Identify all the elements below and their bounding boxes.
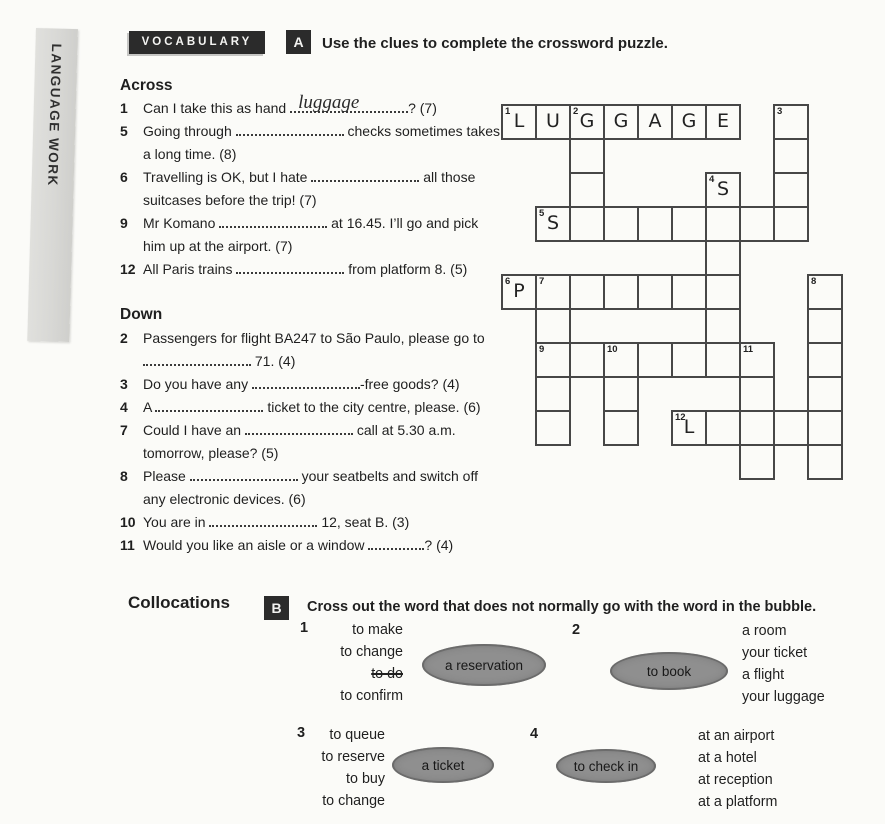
crossword-cell[interactable] xyxy=(637,342,673,378)
down-clue-list xyxy=(120,327,500,557)
exercise-b-instruction: Cross out the word that does not normally go with the word in the bubble. xyxy=(307,599,817,615)
clue-text: Do you have any -free goods? (4) xyxy=(143,376,460,392)
crossword-cell[interactable] xyxy=(807,308,843,344)
collocation-word[interactable]: to change xyxy=(322,793,385,809)
crossword-cell[interactable] xyxy=(535,410,571,446)
cell-number: 10 xyxy=(607,344,618,355)
crossword-cell[interactable] xyxy=(671,274,707,310)
crossword-cell[interactable] xyxy=(705,206,741,242)
clue-number: 3 xyxy=(120,376,128,392)
down-heading: Down xyxy=(120,306,163,323)
bubble-label: to check in xyxy=(573,758,639,774)
group-1-word-list xyxy=(270,619,403,707)
cell-number: 4 xyxy=(709,174,715,185)
crossword-cell[interactable] xyxy=(637,274,673,310)
clue-8 xyxy=(120,465,500,511)
clue-9 xyxy=(120,212,500,258)
exercise-b-badge: B xyxy=(264,596,289,620)
crossword-cell[interactable] xyxy=(501,274,537,310)
answer-blank[interactable] xyxy=(219,215,327,228)
clue-10 xyxy=(120,511,500,534)
crossword-cell[interactable] xyxy=(535,376,571,412)
crossword-cell[interactable] xyxy=(603,376,639,412)
clue-text: Would you like an aisle or a window ? (4) xyxy=(143,537,454,553)
clue-12 xyxy=(120,258,500,281)
crossword-cell[interactable] xyxy=(807,274,843,310)
bubble-a-ticket xyxy=(392,747,494,783)
group-4-word-list xyxy=(698,725,828,813)
crossword-cell[interactable] xyxy=(773,410,809,446)
cell-number: 1 xyxy=(505,106,511,117)
cell-letter: L xyxy=(513,110,525,132)
clue-text: Passengers for flight BA247 to São Paulo, please go to 71. (4) xyxy=(143,330,485,369)
answer-blank[interactable] xyxy=(252,376,360,389)
crossword-cell[interactable] xyxy=(705,342,741,378)
across-clue-list xyxy=(120,92,501,281)
clue-number: 1 xyxy=(120,100,128,116)
clue-number: 10 xyxy=(120,514,136,530)
answer-blank[interactable] xyxy=(236,261,344,274)
cell-letter: S xyxy=(716,178,730,200)
collocations-heading: Collocations xyxy=(128,593,231,612)
crossword-cell[interactable] xyxy=(773,172,809,208)
crossword-cell[interactable] xyxy=(501,104,537,140)
collocation-word[interactable]: to confirm xyxy=(340,688,403,704)
cell-letter: U xyxy=(546,110,560,132)
crossword-cell[interactable] xyxy=(705,172,741,208)
clue-text: Going through checks sometimes takes a long time. (8) xyxy=(143,123,501,162)
answer-blank[interactable] xyxy=(143,353,251,366)
crossword-cell[interactable] xyxy=(569,104,605,140)
answer-blank[interactable] xyxy=(190,468,298,481)
bubble-label: a ticket xyxy=(421,757,465,773)
clue-number: 5 xyxy=(120,123,128,139)
answer-blank[interactable] xyxy=(290,92,408,113)
clue-6 xyxy=(120,166,500,212)
crossword-cell[interactable] xyxy=(569,342,605,378)
crossword-cell[interactable] xyxy=(535,104,571,140)
cell-number: 5 xyxy=(539,208,545,219)
group-3-number: 3 xyxy=(297,725,306,741)
cell-letter: G xyxy=(613,110,629,132)
collocation-word[interactable]: to make xyxy=(352,622,403,638)
answer-blank[interactable] xyxy=(155,399,263,412)
crossword-cell[interactable] xyxy=(773,138,809,174)
cell-letter: P xyxy=(513,280,525,302)
group-1-number: 1 xyxy=(300,620,309,636)
crossword-cell[interactable] xyxy=(705,240,741,276)
cell-number: 3 xyxy=(777,106,783,117)
crossword-cell[interactable] xyxy=(773,206,809,242)
crossword-cell[interactable] xyxy=(807,410,843,446)
vocabulary-badge: VOCABULARY xyxy=(129,31,265,54)
crossword-cell[interactable] xyxy=(705,410,741,446)
cell-letter: S xyxy=(546,212,560,234)
clue-number: 6 xyxy=(120,169,128,185)
crossword-grid xyxy=(501,104,843,480)
collocation-word[interactable]: a flight xyxy=(742,667,785,683)
crossword-cell[interactable] xyxy=(535,206,571,242)
sidebar-label: LANGUAGE WORK xyxy=(45,43,65,187)
crossword-cell[interactable] xyxy=(705,308,741,344)
crossword-cell[interactable] xyxy=(807,376,843,412)
crossword-cell[interactable] xyxy=(535,274,571,310)
group-2-word-list xyxy=(742,620,872,708)
answer-blank[interactable] xyxy=(245,422,353,435)
clue-7 xyxy=(120,419,500,465)
cell-letter: E xyxy=(716,110,729,132)
cell-number: 2 xyxy=(573,106,579,117)
answer-blank[interactable] xyxy=(236,123,344,136)
clue-text: All Paris trains from platform 8. (5) xyxy=(143,261,468,277)
crossword-cell[interactable] xyxy=(569,172,605,208)
crossword-cell[interactable] xyxy=(739,342,775,378)
crossword-cell[interactable] xyxy=(671,342,707,378)
bubble-label: to book xyxy=(646,663,692,679)
language-work-tab xyxy=(27,28,78,342)
cell-number: 6 xyxy=(505,276,511,287)
cell-letter: L xyxy=(683,416,695,438)
collocation-word[interactable]: your luggage xyxy=(742,689,825,705)
clue-number: 2 xyxy=(120,330,128,346)
exercise-a-instruction: Use the clues to complete the crossword puzzle. xyxy=(322,35,668,52)
clue-3 xyxy=(120,373,500,396)
cell-number: 12 xyxy=(675,412,686,423)
crossword-cell[interactable] xyxy=(807,342,843,378)
clue-text: Mr Komano at 16.45. I’ll go and pick him up at the airport. (7) xyxy=(143,215,479,254)
crossword-cell[interactable] xyxy=(535,342,571,378)
crossword-cell[interactable] xyxy=(705,104,741,140)
crossword-cell[interactable] xyxy=(603,274,639,310)
clue-number: 4 xyxy=(120,399,128,415)
collocation-word[interactable]: your ticket xyxy=(742,645,808,661)
crossed-out-word[interactable]: to do xyxy=(371,666,403,682)
clue-number: 8 xyxy=(120,468,128,484)
collocation-word[interactable]: to buy xyxy=(346,771,385,787)
crossword-cell[interactable] xyxy=(569,206,605,242)
bubble-to-book xyxy=(610,652,728,690)
crossword-cell[interactable] xyxy=(739,206,775,242)
crossword-cell[interactable] xyxy=(637,104,673,140)
answer-blank[interactable] xyxy=(311,169,419,182)
crossword-cell[interactable] xyxy=(739,376,775,412)
crossword-cell[interactable] xyxy=(603,410,639,446)
cell-number: 11 xyxy=(743,344,754,355)
collocation-word[interactable]: at a hotel xyxy=(698,750,757,766)
cell-number: 8 xyxy=(811,276,817,287)
clue-text: Travelling is OK, but I hate all those suitcases before the trip! (7) xyxy=(143,169,476,208)
clue-number: 9 xyxy=(120,215,128,231)
answer-blank[interactable] xyxy=(368,537,424,550)
clue-number: 7 xyxy=(120,422,128,438)
crossword-cell[interactable] xyxy=(807,444,843,480)
cell-number: 7 xyxy=(539,276,545,287)
clue-5 xyxy=(120,120,500,166)
cell-letter: G xyxy=(579,110,595,132)
clue-2 xyxy=(120,327,500,373)
crossword-cell[interactable] xyxy=(535,308,571,344)
collocation-word[interactable]: at a platform xyxy=(698,794,778,810)
group-4-number: 4 xyxy=(530,726,539,742)
crossword-cell[interactable] xyxy=(637,206,673,242)
collocation-word[interactable]: to queue xyxy=(329,727,385,743)
clue-number: 11 xyxy=(120,537,135,553)
collocation-word[interactable]: at reception xyxy=(698,772,773,788)
clue-text: Please your seatbelts and switch off any electronic devices. (6) xyxy=(143,468,478,507)
clue-1 xyxy=(120,92,500,120)
answer-blank[interactable] xyxy=(209,514,317,527)
crossword-cell[interactable] xyxy=(569,138,605,174)
group-2-number: 2 xyxy=(572,622,581,638)
collocation-word[interactable]: a room xyxy=(742,623,787,639)
clue-number: 12 xyxy=(120,261,136,277)
clue-text: A ticket to the city centre, please. (6) xyxy=(143,399,481,415)
clue-11 xyxy=(120,534,500,557)
group-3-word-list xyxy=(260,724,385,812)
crossword-cell[interactable] xyxy=(773,104,809,140)
clue-4 xyxy=(120,396,500,419)
clue-text: Could I have an call at 5.30 a.m. tomorrow, please? (5) xyxy=(143,422,456,461)
collocation-word[interactable]: to reserve xyxy=(321,749,385,765)
collocation-word[interactable]: to change xyxy=(340,644,403,660)
crossword-cell[interactable] xyxy=(603,342,639,378)
crossword-cell[interactable] xyxy=(739,444,775,480)
clue-text: You are in 12, seat B. (3) xyxy=(143,514,410,530)
cell-letter: G xyxy=(681,110,697,132)
crossword-cell[interactable] xyxy=(671,410,707,446)
handwritten-answer: luggage xyxy=(298,92,360,113)
bubble-a-reservation xyxy=(422,644,546,686)
exercise-a-badge: A xyxy=(286,30,311,54)
crossword-cell[interactable] xyxy=(569,274,605,310)
clue-text: Can I take this as hand luggage ? (7) xyxy=(143,92,437,116)
collocation-word[interactable]: at an airport xyxy=(698,728,775,744)
crossword-cell[interactable] xyxy=(671,206,707,242)
crossword-cell[interactable] xyxy=(705,274,741,310)
across-heading: Across xyxy=(120,77,173,94)
crossword-cell[interactable] xyxy=(603,206,639,242)
bubble-label: a reservation xyxy=(444,657,524,673)
crossword-cell[interactable] xyxy=(739,410,775,446)
crossword-cell[interactable] xyxy=(671,104,707,140)
cell-number: 9 xyxy=(539,344,545,355)
bubble-to-check-in xyxy=(556,749,656,783)
crossword-cell[interactable] xyxy=(603,104,639,140)
cell-letter: A xyxy=(648,110,662,132)
